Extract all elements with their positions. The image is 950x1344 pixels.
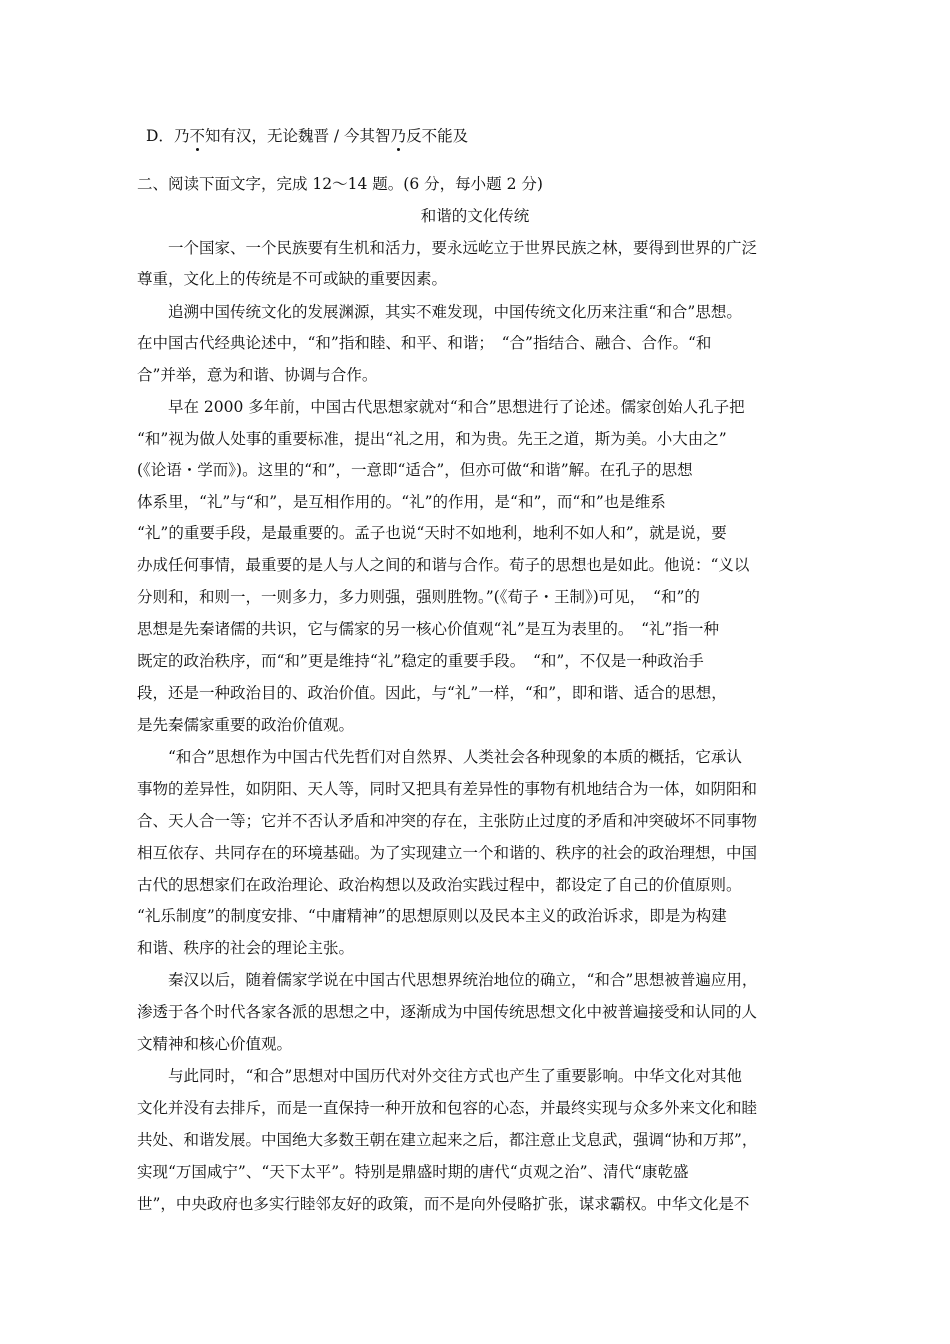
text-line: 尊重，文化上的传统是不可或缺的重要因素。 bbox=[137, 270, 448, 288]
option-d-label: D． bbox=[146, 127, 174, 145]
text-line: (《论语・学而》)。这里的“和”，一意即“适合”，但亦可做“和谐”解。在孔子的思想 bbox=[137, 461, 693, 479]
text-line: 与此同时，“和合”思想对中国历代对外交往方式也产生了重要影响。中华文化对其他 bbox=[137, 1067, 742, 1085]
text-line: 和谐、秩序的社会的理论主张。 bbox=[137, 939, 355, 957]
text-line: 共处、和谐发展。中国绝大多数王朝在建立起来之后，都注意止戈息武，强调“协和万邦”， bbox=[137, 1131, 758, 1149]
text-line: “礼乐制度”的制度安排、“中庸精神”的思想原则以及民本主义的政治诉求，即是为构建 bbox=[137, 907, 727, 925]
text-line: 段，还是一种政治目的、政治价值。因此，与“礼”一样，“和”，即和谐、适合的思想， bbox=[137, 684, 727, 702]
text-line: “礼”的重要手段，是最重要的。孟子也说“天时不如地利，地利不如人和”，就是说，要 bbox=[137, 524, 727, 542]
text-line: 实现“万国咸宁”、“天下太平”。特别是鼎盛时期的唐代“贞观之治”、清代“康乾盛 bbox=[137, 1163, 689, 1181]
text-line: 思想是先秦诸儒的共识，它与儒家的另一核心价值观“礼”是互为表里的。 “礼”指一种 bbox=[137, 620, 719, 638]
text-line: 相互依存、共同存在的环境基础。为了实现建立一个和谐的、秩序的社会的政治理想，中国 bbox=[137, 844, 758, 862]
text-line: 体系里，“礼”与“和”，是互相作用的。“礼”的作用，是“和”，而“和”也是维系 bbox=[137, 493, 666, 511]
text-line: 文精神和核心价值观。 bbox=[137, 1035, 293, 1053]
text-line: 渗透于各个时代各家各派的思想之中，逐渐成为中国传统思想文化中被普遍接受和认同的人 bbox=[137, 1003, 758, 1021]
text-line: 合”并举，意为和谐、协调与合作。 bbox=[137, 366, 378, 384]
text-line: 办成任何事情，最重要的是人与人之间的和谐与合作。荀子的思想也是如此。他说：“义以 bbox=[137, 556, 750, 574]
text-line: 早在 2000 多年前，中国古代思想家就对“和合”思想进行了论述。儒家创始人孔子把 bbox=[137, 398, 745, 416]
emphasis-dot-char: 不 bbox=[189, 127, 205, 145]
text-line: 分则和，和则一，一则多力，多力则强，强则胜物。”(《荀子・王制》)可见， “和”的 bbox=[137, 588, 700, 606]
text-line: 文化并没有去排斥，而是一直保持一种开放和包容的心态，并最终实现与众多外来文化和睦 bbox=[137, 1099, 758, 1117]
text-line: 在中国古代经典论述中，“和”指和睦、和平、和谐； “合”指结合、融合、合作。“和 bbox=[137, 334, 712, 352]
article-title: 和谐的文化传统 bbox=[420, 207, 530, 225]
section-header: 二、阅读下面文字，完成 12～14 题。(6 分，每小题 2 分) bbox=[137, 175, 543, 193]
option-d-text-1: 乃 bbox=[173, 127, 190, 145]
text-line: 既定的政治秩序，而“和”更是维持“礼”稳定的重要手段。 “和”，不仅是一种政治手 bbox=[137, 652, 704, 670]
option-d bbox=[146, 126, 836, 146]
text-line: “和”视为做人处事的重要标准，提出“礼之用，和为贵。先王之道，斯为美。小大由之” bbox=[137, 430, 727, 448]
text-line: 世”，中央政府也多实行睦邻友好的政策，而不是向外侵略扩张，谋求霸权。中华文化是不 bbox=[137, 1195, 750, 1213]
text-line: 秦汉以后，随着儒家学说在中国古代思想界统治地位的确立，“和合”思想被普遍应用， bbox=[137, 971, 758, 989]
emphasis-dot-char: 乃 bbox=[390, 127, 407, 145]
text-line: 一个国家、一个民族要有生机和活力，要永远屹立于世界民族之林，要得到世界的广泛 bbox=[137, 239, 758, 257]
text-line: 合、天人合一等；它并不否认矛盾和冲突的存在，主张防止过度的矛盾和冲突破坏不同事物 bbox=[137, 812, 758, 830]
text-line: 追溯中国传统文化的发展渊源，其实不难发现，中国传统文化历来注重“和合”思想。 bbox=[137, 303, 742, 321]
text-line: “和合”思想作为中国古代先哲们对自然界、人类社会各种现象的本质的概括，它承认 bbox=[137, 748, 742, 766]
text-line: 事物的差异性，如阴阳、天人等，同时又把具有差异性的事物有机地结合为一体，如阴阳和 bbox=[137, 780, 758, 798]
option-d-text-3: 反不能及 bbox=[406, 127, 469, 145]
text-line: 是先秦儒家重要的政治价值观。 bbox=[137, 716, 355, 734]
option-d-text-2: 知有汉，无论魏晋 / 今其智 bbox=[204, 127, 391, 145]
text-line: 古代的思想家们在政治理论、政治构想以及政治实践过程中，都设定了自己的价值原则。 bbox=[137, 876, 742, 894]
